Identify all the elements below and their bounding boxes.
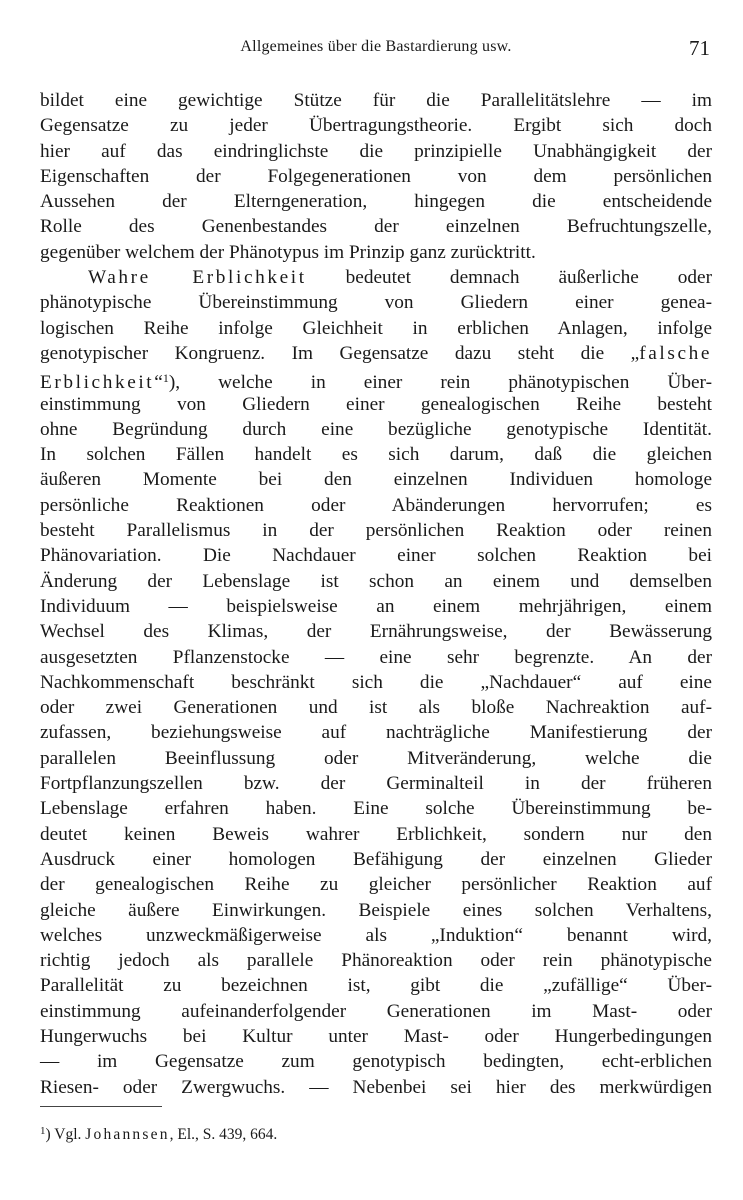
- emphasized-term: Erblichkeit: [40, 372, 155, 394]
- line-segment: ), welche in einer rein phänotypischen Über-: [168, 372, 712, 394]
- text-line: Gegensatze zu jeder Übertragungstheorie. Ergibt sich doch: [40, 115, 712, 137]
- text-line: richtig jedoch als parallele Phänoreaktion oder rein phänotypische: [40, 950, 712, 972]
- emphasized-term: Wahre Erblichkeit: [88, 267, 307, 289]
- text-line: zufassen, beziehungsweise auf nachträgliche Manifestierung der: [40, 722, 712, 744]
- footnote-marker: 1: [40, 1125, 46, 1137]
- text-line: besteht Parallelismus in der persönlichen Reaktion oder reinen: [40, 520, 712, 542]
- text-line: deutet keinen Beweis wahrer Erblichkeit, sondern nur den: [40, 823, 712, 845]
- text-line: gegenüber welchem der Phänotypus im Prinzip ganz zurücktritt.: [40, 241, 536, 263]
- page-number: 71: [689, 36, 710, 60]
- page-header: [40, 36, 712, 66]
- text-line: Parallelität zu bezeichnen ist, gibt die „zufällige“ Über-: [40, 975, 712, 997]
- text-line: der genealogischen Reihe zu gleicher persönlicher Reaktion auf: [40, 874, 712, 896]
- text-line: phänotypische Übereinstimmung von Gliedern einer genea-: [40, 292, 712, 314]
- text-line: welches unzweckmäßigerweise als „Induktion“ benannt wird,: [40, 924, 712, 946]
- text-line: bildet eine gewichtige Stütze für die Parallelitätslehre — im: [40, 90, 712, 111]
- text-line: einstimmung aufeinanderfolgender Generationen im Mast- oder: [40, 1000, 712, 1022]
- text-line: Aussehen der Elterngeneration, hingegen die entscheidende: [40, 191, 712, 213]
- text-line: einstimmung von Gliedern einer genealogischen Reihe besteht: [40, 393, 712, 415]
- text-line: Fortpflanzungszellen bzw. der Germinalteil in der früheren: [40, 773, 712, 795]
- footnote-citation: , El., S. 439, 664.: [169, 1126, 278, 1143]
- emphasized-term: falsche: [639, 342, 712, 364]
- text-line: Individuum — beispielsweise an einem mehrjährigen, einem: [40, 595, 712, 617]
- text-line: [40, 265, 712, 290]
- text-line: Ausdruck einer homologen Befähigung der einzelnen Glieder: [40, 848, 712, 870]
- text-line: Änderung der Lebenslage ist schon an einem und demselben: [40, 570, 712, 592]
- text-line: Rolle des Genenbestandes der einzelnen Befruchtungszelle,: [40, 216, 712, 238]
- text-line: oder zwei Generationen und ist als bloße Nachreaktion auf-: [40, 697, 712, 719]
- text-line: Riesen- oder Zwergwuchs. — Nebenbei sei hier des merkwürdigen: [40, 1076, 712, 1098]
- running-title: Allgemeines über die Bastardierung usw.: [240, 38, 512, 55]
- text-line: ausgesetzten Pflanzenstocke — eine sehr begrenzte. An der: [40, 646, 712, 668]
- footnote-author: Johannsen: [85, 1126, 170, 1143]
- text-line: Eigenschaften der Folgegenerationen von dem persönlichen: [40, 165, 712, 187]
- footnote-reference: 1: [162, 371, 169, 386]
- text-line: persönliche Reaktionen oder Abänderungen hervorrufen; es: [40, 494, 712, 516]
- line-segment: genotypischer Kongruenz. Im Gegensatze dazu steht die „: [40, 342, 640, 364]
- body-text: [40, 88, 712, 1100]
- text-line: Hungerwuchs bei Kultur unter Mast- oder Hungerbedingungen: [40, 1025, 712, 1047]
- footnote: [40, 1125, 277, 1144]
- text-line: hier auf das eindringlichste die prinzipielle Unabhängigkeit der: [40, 140, 712, 162]
- text-line: [40, 366, 712, 394]
- text-line: gleiche äußere Einwirkungen. Beispiele eines solchen Verhaltens,: [40, 899, 712, 921]
- text-line: ohne Begründung durch eine bezügliche genotypische Identität.: [40, 418, 712, 440]
- text-line: logischen Reihe infolge Gleichheit in erblichen Anlagen, infolge: [40, 317, 712, 339]
- text-line: Phänovariation. Die Nachdauer einer solchen Reaktion bei: [40, 545, 712, 567]
- text-line: In solchen Fällen handelt es sich darum, daß die gleichen: [40, 444, 712, 466]
- text-line: — im Gegensatze zum genotypisch bedingten, echt-erblichen: [40, 1051, 712, 1073]
- text-line: Wechsel des Klimas, der Ernährungsweise, der Bewässerung: [40, 621, 712, 643]
- text-line: Nachkommenschaft beschränkt sich die „Nachdauer“ auf eine: [40, 671, 712, 693]
- line-segment: “: [154, 372, 163, 394]
- text-line: Lebenslage erfahren haben. Eine solche Übereinstimmung be-: [40, 798, 712, 820]
- text-line: äußeren Momente bei den einzelnen Individuen homologe: [40, 469, 712, 491]
- text-line: [40, 341, 712, 366]
- footnote-divider: [40, 1106, 162, 1107]
- line-segment: bedeutet demnach äußerliche oder: [306, 267, 713, 289]
- text-line: parallelen Beeinflussung oder Mitveränderung, welche die: [40, 747, 712, 769]
- footnote-prefix: ) Vgl.: [45, 1126, 86, 1143]
